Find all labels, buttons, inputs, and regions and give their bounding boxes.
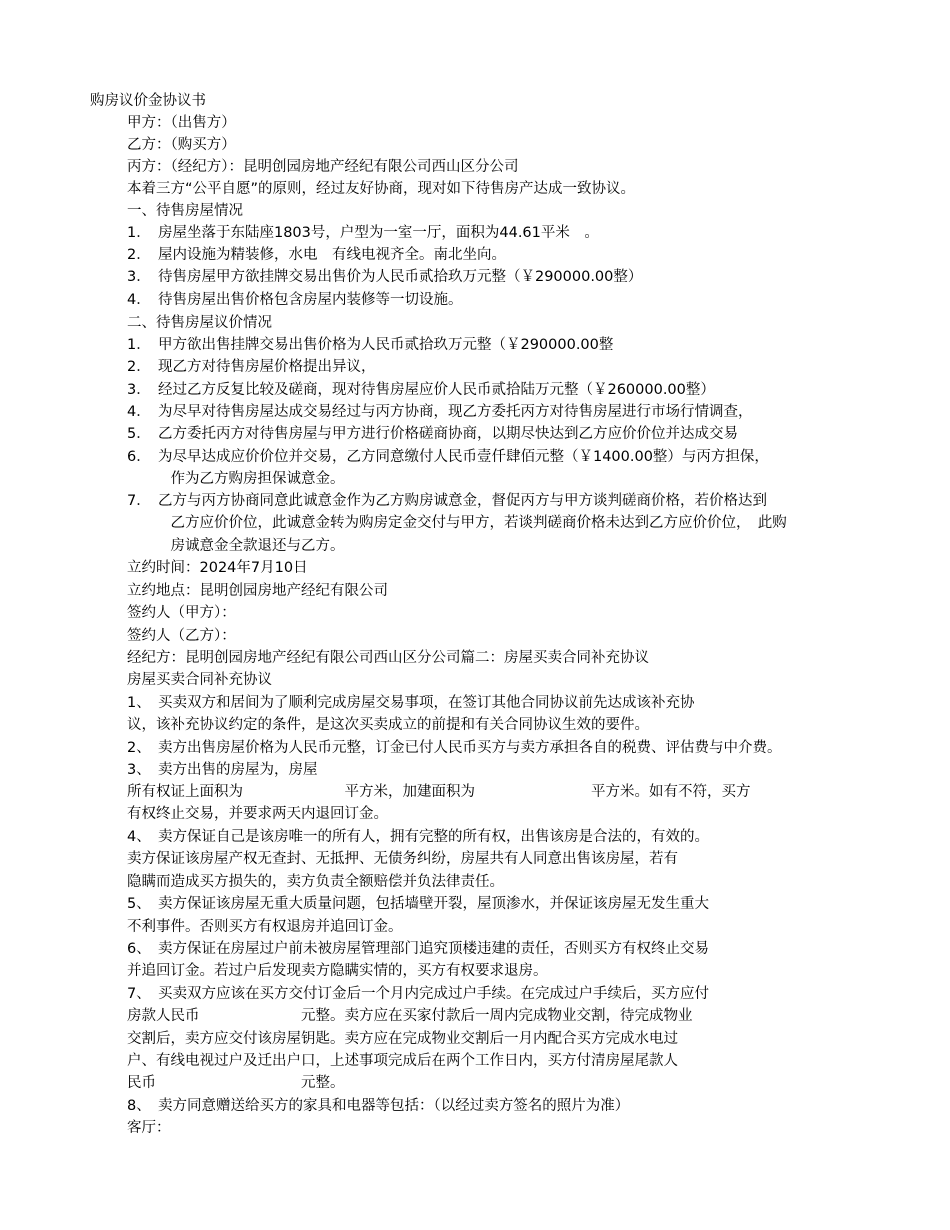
section-2-item: 2． 现乙方对待售房屋价格提出异议， — [127, 359, 376, 375]
document-title: 购房议价金协议书 — [90, 93, 206, 109]
part-2-line: 5、 卖方保证该房屋无重大质量问题，包括墙壁开裂，屋顶渗水，并保证该房屋无发生重大 — [127, 896, 709, 912]
part-2-line: 卖方保证该房屋产权无查封、无抵押、无债务纠纷，房屋共有人同意出售该房屋，若有 — [127, 851, 678, 867]
signing-place: 立约地点：昆明创园房地产经纪有限公司 — [127, 583, 388, 599]
intro-paragraph: 本着三方“公平自愿”的原则，经过友好协商，现对如下待售房产达成一致协议。 — [127, 181, 636, 197]
section-2-title: 二、待售房屋议价情况 — [127, 315, 272, 331]
part-2-line: 并追回订金。若过户后发现卖方隐瞒实情的，买方有权要求退房。 — [127, 963, 548, 979]
part-2-title: 房屋买卖合同补充协议 — [127, 672, 272, 688]
part-2-line: 所有权证上面积为 平方米，加建面积为 平方米。如有不符，买方 — [127, 784, 751, 800]
section-1-item: 1． 房屋坐落于东陆座1803号，户型为一室一厅，面积为44.61平米 。 — [127, 225, 599, 241]
section-1-item: 3． 待售房屋甲方欲挂牌交易出售价为人民币贰拾玖万元整（￥290000.00整） — [127, 269, 643, 285]
section-2-item: 1． 甲方欲出售挂牌交易出售价格为人民币贰拾玖万元整（￥290000.00整 — [127, 337, 614, 353]
part-2-line: 民币 元整。 — [127, 1075, 345, 1091]
part-2-line: 3、 卖方出售的房屋为，房屋 — [127, 762, 318, 778]
part-2-line: 1、 买卖双方和居间为了顺利完成房屋交易事项，在签订其他合同协议前先达成该补充协 — [127, 695, 695, 711]
signatory-b: 签约人（乙方）： — [127, 628, 236, 644]
part-2-line: 2、 卖方出售房屋价格为人民币元整，订金已付人民币买方与卖方承担各自的税费、评估费与中介费。 — [127, 740, 782, 756]
party-a: 甲方：（出售方） — [127, 115, 236, 131]
section-1-item: 2． 屋内设施为精装修，水电 有线电视齐全。南北坐向。 — [127, 247, 506, 263]
section-2-item: 5． 乙方委托丙方对待售房屋与甲方进行价格磋商协商，以期尽快达到乙方应价价位并达成交易 — [127, 426, 738, 442]
section-2-item: 6． 为尽早达成应价价位并交易，乙方同意缴付人民币壹仟肆佰元整（￥1400.00整）与丙方担保， — [127, 449, 769, 465]
part-2-line: 4、 卖方保证自己是该房唯一的所有人，拥有完整的所有权，出售该房是合法的，有效的。 — [127, 829, 709, 845]
broker-line: 经纪方：昆明创园房地产经纪有限公司西山区分公司篇二：房屋买卖合同补充协议 — [127, 650, 649, 666]
signatory-a: 签约人（甲方）： — [127, 605, 236, 621]
section-2-item: 7． 乙方与丙方协商同意此诚意金作为乙方购房诚意金，督促丙方与甲方谈判磋商价格，若价格达到 — [127, 493, 767, 509]
section-1-title: 一、待售房屋情况 — [127, 203, 243, 219]
part-2-line: 隐瞒而造成买方损失的，卖方负责全额赔偿并负法律责任。 — [127, 874, 504, 890]
part-2-line: 议，该补充协议约定的条件，是这次买卖成立的前提和有关合同协议生效的要件。 — [127, 717, 649, 733]
party-c: 丙方：（经纪方）：昆明创园房地产经纪有限公司西山区分公司 — [127, 159, 519, 175]
part-2-line: 交割后，卖方应交付该房屋钥匙。卖方应在完成物业交割后一月内配合买方完成水电过 — [127, 1031, 678, 1047]
part-2-line: 6、 卖方保证在房屋过户前未被房屋管理部门追究顶楼违建的责任，否则买方有权终止交易 — [127, 941, 709, 957]
section-2-item: 3． 经过乙方反复比较及磋商，现对待售房屋应价人民币贰拾陆万元整（￥260000.00整） — [127, 382, 715, 398]
signing-date: 立约时间：2024年7月10日 — [127, 560, 308, 576]
section-2-item-cont: 作为乙方购房担保诚意金。 — [127, 471, 345, 487]
part-2-line: 户、有线电视过户及迁出户口，上述事项完成后在两个工作日内，买方付清房屋尾款人 — [127, 1053, 678, 1069]
section-2-item: 4． 为尽早对待售房屋达成交易经过与丙方协商，现乙方委托丙方对待售房屋进行市场行情调查， — [127, 404, 753, 420]
part-2-line: 8、 卖方同意赠送给买方的家具和电器等包括：（以经过卖方签名的照片为准） — [127, 1098, 630, 1114]
part-2-line: 房款人民币 元整。卖方应在买家付款后一周内完成物业交割，待完成物业 — [127, 1008, 693, 1024]
section-1-item: 4． 待售房屋出售价格包含房屋内装修等一切设施。 — [127, 292, 463, 308]
section-2-item-cont: 乙方应价价位，此诚意金转为购房定金交付与甲方，若谈判磋商价格未达到乙方应价价位， 此购 — [127, 515, 787, 531]
part-2-line: 有权终止交易，并要求两天内退回订金。 — [127, 806, 388, 822]
section-2-item-cont: 房诚意金全款退还与乙方。 — [127, 538, 345, 554]
part-2-line: 客厅： — [127, 1120, 171, 1136]
part-2-line: 不利事件。否则买方有权退房并追回订金。 — [127, 919, 403, 935]
party-b: 乙方：（购买方） — [127, 137, 236, 153]
part-2-line: 7、 买卖双方应该在买方交付订金后一个月内完成过户手续。在完成过户手续后，买方应付 — [127, 986, 709, 1002]
